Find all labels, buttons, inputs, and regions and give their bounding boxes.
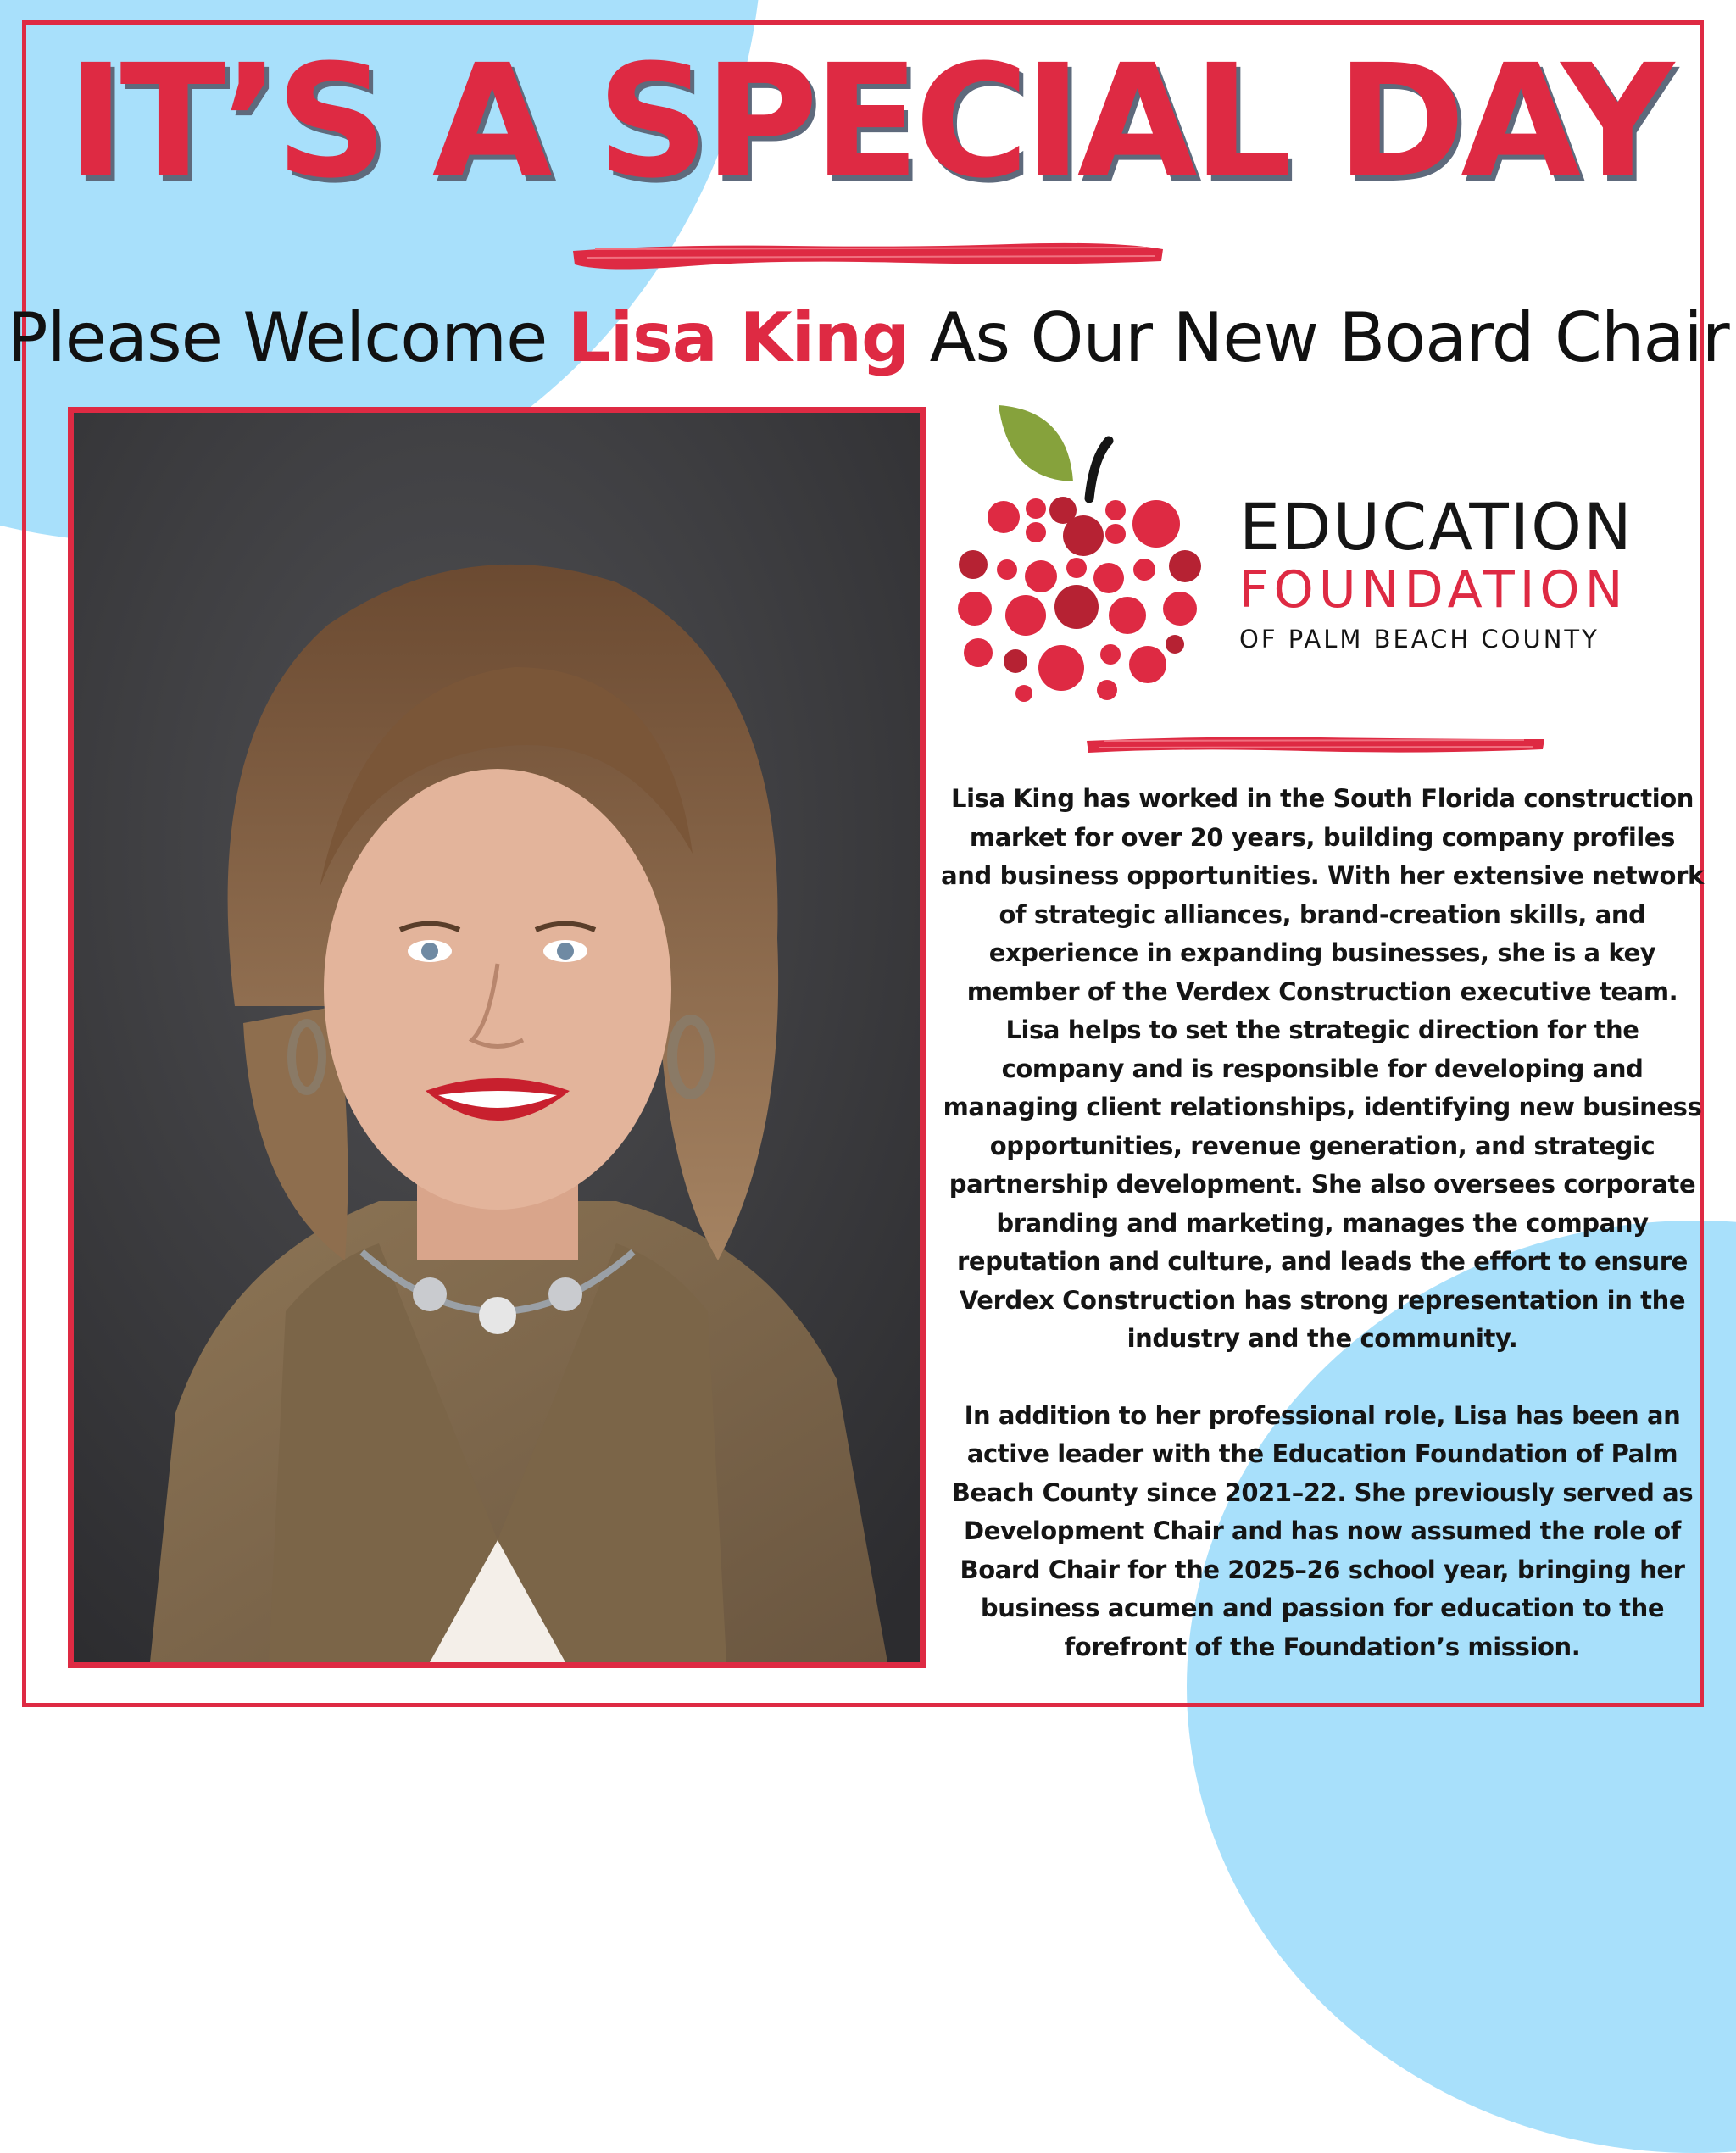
subtitle-before: Please Welcome <box>7 298 548 377</box>
apple-dots-logo-icon <box>949 398 1221 704</box>
subtitle-name: Lisa King <box>567 298 910 377</box>
subtitle-after: As Our New Board Chair <box>929 298 1729 377</box>
brush-stroke-bio <box>1083 732 1548 756</box>
bio-text <box>941 780 1704 1666</box>
bio-paragraph-2: In addition to her professional role, Lisa has been an active leader with the Education Foundation of Palm Beach County since 2021–22. She previously served as Development Chair and has now assumed the role of Board Chair for the 2025–26 school year, bringing her business acumen and passion for education to the forefront of the Foundation’s mission. <box>951 1400 1694 1661</box>
bio-paragraph-1: Lisa King has worked in the South Florida construction market for over 20 years, building company profiles and business opportunities. With her extensive network of strategic alliances, brand-creation skills, and experience in expanding businesses, she is a key member of the Verdex Construction executive team. Lisa helps to set the strategic direction for the company and is responsible for developing and managing client relationships, identifying new business opportunities, revenue generation, and strategic partnership development. She also oversees corporate branding and marketing, manages the company reputation and culture, and leads the effort to ensure Verdex Construction has strong representation in the industry and the community. <box>941 784 1704 1353</box>
logo-line-county: OF PALM BEACH COUNTY <box>1239 625 1600 654</box>
portrait-photo <box>68 407 926 1668</box>
portrait-illustration <box>74 413 920 1662</box>
brush-stroke-top <box>570 239 1166 270</box>
logo-line-education: EDUCATION <box>1239 489 1633 565</box>
logo-wordmark <box>1239 489 1680 654</box>
headline: IT’S A SPECIAL DAY <box>67 31 1669 213</box>
subtitle <box>0 298 1736 377</box>
logo-line-foundation: FOUNDATION <box>1239 560 1628 620</box>
